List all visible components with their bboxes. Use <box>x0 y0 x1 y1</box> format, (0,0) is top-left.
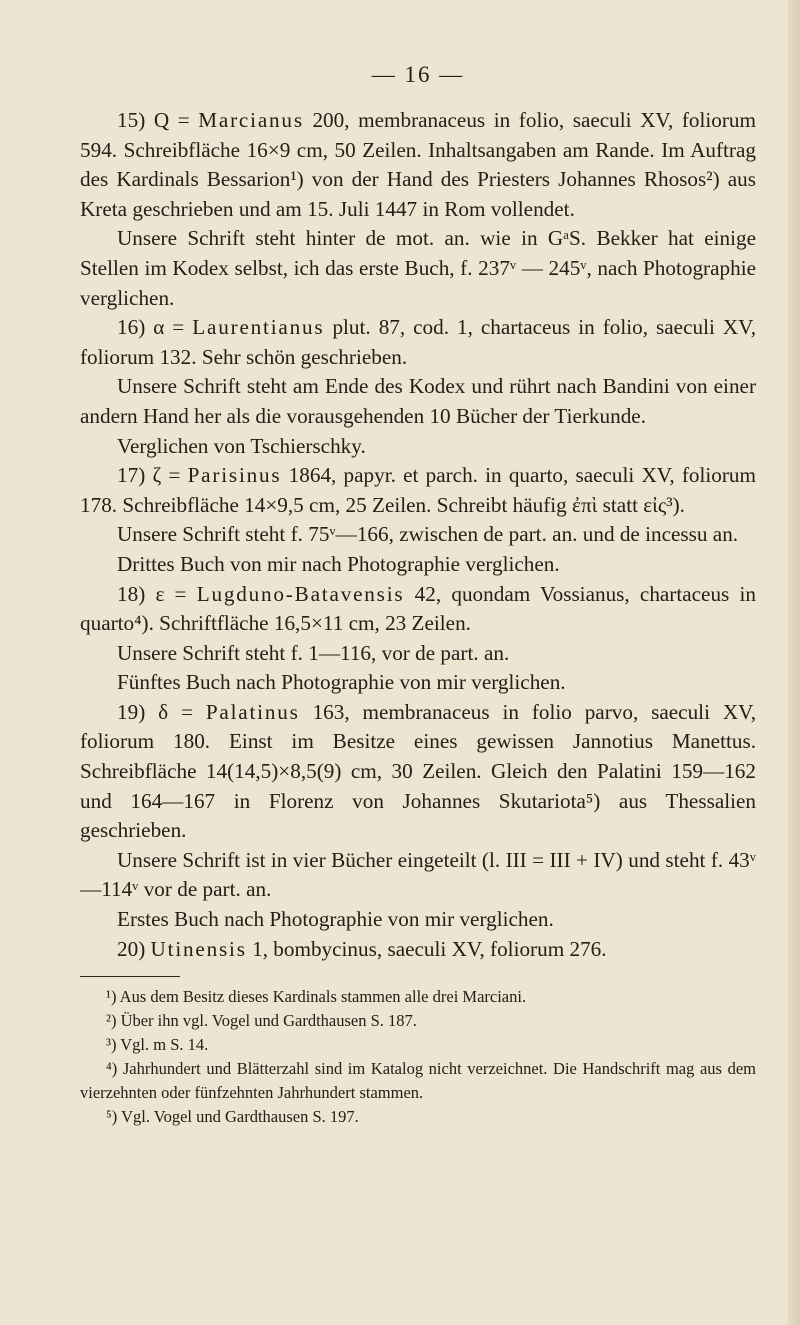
manuscript-name: Parisinus <box>187 463 282 488</box>
paragraph: Unsere Schrift steht f. 1—116, vor de part. an. <box>117 640 510 665</box>
page-number: — 16 — <box>371 62 465 87</box>
entry-rest: plut. 87, cod. 1, chartaceus in folio, saeculi XV, foliorum 132. Sehr schön geschrieben. <box>80 315 757 369</box>
paragraph: Drittes Buch von mir nach Photographie verglichen. <box>117 551 560 576</box>
paragraph: Verglichen von Tschierschky. <box>117 433 366 458</box>
page-body <box>80 62 756 1129</box>
manuscript-name: Lugduno-Batavensis <box>196 581 405 606</box>
entry-17 <box>80 461 756 520</box>
manuscript-name: Marcianus <box>198 108 304 132</box>
footnote-divider <box>80 976 180 977</box>
footnote-3: ³) Vgl. m S. 14. <box>106 1035 209 1055</box>
paragraph: Fünftes Buch nach Photographie von mir verglichen. <box>117 670 566 695</box>
entry-rest: 163, membranaceus in folio parvo, saeculi XV, foliorum 180. Einst im Besitze eines gewissen Jannotius Manettus. Schreibfläche 14(14,5)×8,5(9) cm, 30 Zeilen. Gleich den Palatini 159—162 und 164—167 in Florenz von Johannes Skutariota⁵) aus Thessalien geschrieben. <box>80 699 756 843</box>
entry-lead: 18) ε = <box>117 581 197 606</box>
entry-15 <box>80 106 756 224</box>
entry-lead: 20) <box>117 936 151 961</box>
page-edge <box>788 0 800 1325</box>
entry-rest: 1864, papyr. et parch. in quarto, saeculi XV, foliorum 178. Schreibfläche 14×9,5 cm, 25 Zeilen. Schreibt häufig ἐπὶ statt εἰς³). <box>80 463 756 517</box>
entry-19 <box>80 698 756 846</box>
manuscript-name: Palatinus <box>205 699 300 724</box>
entry-18 <box>80 580 756 639</box>
entry-lead: 15) Q = <box>117 108 199 132</box>
entry-lead: 19) δ = <box>117 699 206 724</box>
paragraph: Unsere Schrift steht f. 75ᵛ—166, zwischen de part. an. und de incessu an. <box>117 522 739 547</box>
footnote-4: ⁴) Jahrhundert und Blätterzahl sind im Katalog nicht verzeichnet. Die Handschrift mag aus dem vierzehnten oder fünfzehnten Jahrhundert stammen. <box>80 1059 756 1103</box>
entry-lead: 17) ζ = <box>117 463 188 488</box>
entry-rest: 1, bombycinus, saeculi XV, foliorum 276. <box>246 936 607 961</box>
entry-lead: 16) α = <box>117 315 193 340</box>
entry-rest: 200, membranaceus in folio, saeculi XV, foliorum 594. Schreibfläche 16×9 cm, 50 Zeilen. Inhaltsangaben am Rande. Im Auftrag des Kardinals Bessarion¹) von der Hand des Priesters Johannes Rhosos²) aus Kreta geschrieben und am 15. Juli 1447 in Rom vollendet. <box>80 108 756 221</box>
paragraph: Unsere Schrift steht am Ende des Kodex und rührt nach Bandini von einer andern Hand her als die vorausgehenden 10 Bücher der Tierkunde. <box>80 374 756 428</box>
paragraph: Unsere Schrift steht hinter de mot. an. wie in GᵃS. Bekker hat einige Stellen im Kodex selbst, ich das erste Buch, f. 237ᵛ — 245ᵛ, nach Photographie verglichen. <box>80 226 756 310</box>
paragraph: Erstes Buch nach Photographie von mir verglichen. <box>117 907 554 932</box>
footnote-2: ²) Über ihn vgl. Vogel und Gardthausen S. 187. <box>106 1011 417 1031</box>
footnote-5: ⁵) Vgl. Vogel und Gardthausen S. 197. <box>106 1107 359 1127</box>
manuscript-name: Utinensis <box>150 936 247 961</box>
manuscript-name: Laurentianus <box>192 315 325 340</box>
footnote-1: ¹) Aus dem Besitz dieses Kardinals stammen alle drei Marciani. <box>106 987 527 1007</box>
entry-20 <box>80 935 756 965</box>
paragraph: Unsere Schrift ist in vier Bücher eingeteilt (l. III = III + IV) und steht f. 43ᵛ—114ᵛ vor de part. an. <box>80 847 756 902</box>
entry-rest: 42, quondam Vossianus, chartaceus in quarto⁴). Schriftfläche 16,5×11 cm, 23 Zeilen. <box>80 581 756 636</box>
entry-16 <box>80 313 756 372</box>
